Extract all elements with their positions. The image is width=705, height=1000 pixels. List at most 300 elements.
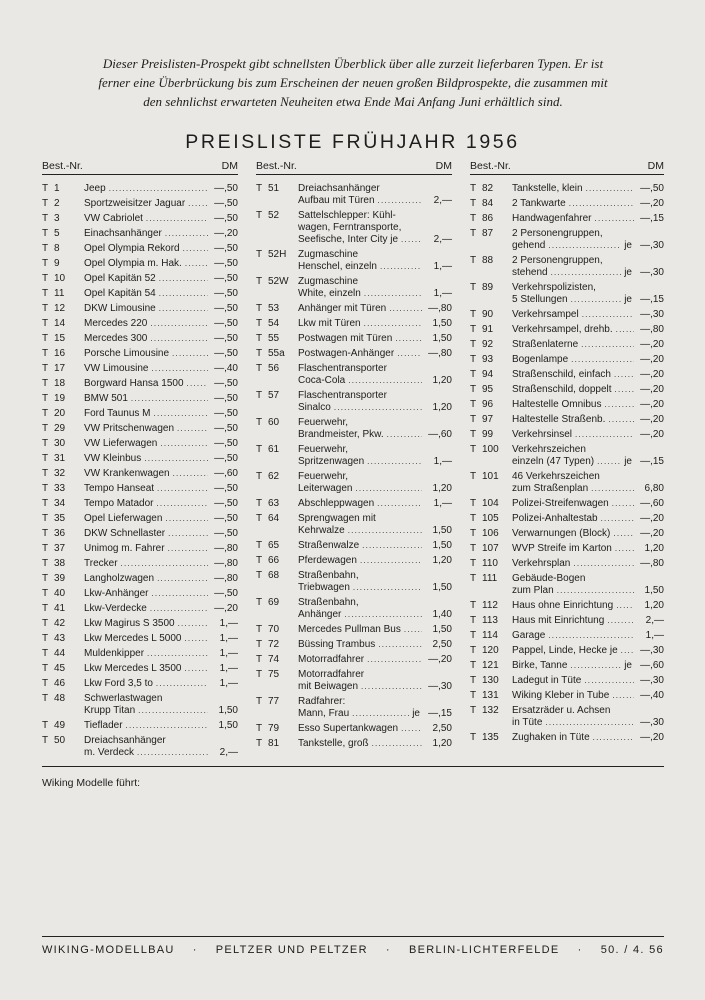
- leader-dots: [613, 600, 634, 612]
- leader-dots: [554, 585, 634, 597]
- item-description: [512, 630, 664, 642]
- price-row: [256, 348, 452, 360]
- price-row: [470, 498, 664, 510]
- item-text: White, einzeln: [298, 288, 361, 299]
- description-line: [512, 267, 664, 279]
- header-currency: DM: [647, 160, 664, 172]
- item-text: Haltestelle Straßenb.: [512, 414, 606, 425]
- item-description: [84, 258, 238, 270]
- leader-dots: [545, 630, 634, 642]
- item-description: [298, 540, 452, 552]
- price-row: [42, 648, 238, 660]
- description-line: [84, 693, 238, 705]
- order-prefix: T: [42, 558, 49, 569]
- description-line: [84, 258, 238, 270]
- description-line: [84, 228, 238, 240]
- price-row: [42, 468, 238, 480]
- description-line: [512, 690, 664, 702]
- item-text: Lkw mit Türen: [298, 318, 361, 329]
- item-text: Langholzwagen: [84, 573, 155, 584]
- description-line: [298, 402, 452, 414]
- description-line: [512, 198, 664, 210]
- leader-dots: [377, 261, 422, 273]
- order-digits: 64: [268, 513, 280, 524]
- item-text: Anhänger mit Türen: [298, 303, 387, 314]
- price-row: [470, 213, 664, 225]
- order-prefix: T: [470, 600, 477, 611]
- description-line: [512, 384, 664, 396]
- order-digits: 30: [54, 438, 66, 449]
- leader-dots: [181, 633, 208, 645]
- order-number: [42, 393, 65, 405]
- item-price: 1,—: [219, 633, 238, 644]
- leader-dots: [605, 414, 634, 426]
- column-header: [470, 159, 664, 175]
- price-row: [470, 399, 664, 411]
- order-prefix: T: [470, 183, 477, 194]
- order-digits: 38: [54, 558, 66, 569]
- item-text: Mercedes 220: [84, 318, 148, 329]
- leader-dots: [157, 438, 208, 450]
- order-number: [256, 696, 279, 708]
- item-price: —,30: [640, 645, 664, 656]
- order-prefix: T: [470, 354, 477, 365]
- leader-dots: [175, 618, 208, 630]
- item-text: Pferdewagen: [298, 555, 357, 566]
- order-number: [256, 276, 289, 288]
- description-line: [84, 588, 238, 600]
- leader-dots: [611, 369, 634, 381]
- order-digits: 63: [268, 498, 280, 509]
- order-prefix: T: [256, 471, 263, 482]
- item-price: 1,20: [644, 600, 664, 611]
- order-digits: 112: [482, 600, 498, 611]
- item-description: [84, 498, 238, 510]
- description-line: [84, 243, 238, 255]
- item-description: [84, 228, 238, 240]
- order-number: [470, 630, 498, 642]
- item-text: Trecker: [84, 558, 118, 569]
- item-text: Tempo Matador: [84, 498, 154, 509]
- item-text: Ersatzräder u. Achsen: [512, 705, 611, 716]
- item-description: [298, 498, 452, 510]
- item-description: [84, 678, 238, 690]
- order-digits: 48: [54, 693, 66, 704]
- description-line: [84, 720, 238, 732]
- description-line: [512, 183, 664, 195]
- order-digits: 81: [268, 738, 280, 749]
- order-number: [42, 258, 60, 270]
- leader-dots: [154, 573, 208, 585]
- order-number: [42, 378, 65, 390]
- description-line: [298, 639, 452, 651]
- leader-dots: [184, 378, 208, 390]
- order-prefix: T: [42, 258, 49, 269]
- order-number: [470, 309, 493, 321]
- leader-dots: [151, 408, 208, 420]
- order-digits: 5: [54, 228, 60, 239]
- leader-dots: [610, 528, 634, 540]
- price-row: [256, 723, 452, 735]
- item-text: Lkw Mercedes L 5000: [84, 633, 182, 644]
- price-row: [470, 369, 664, 381]
- header-currency: DM: [221, 160, 238, 172]
- leader-dots: [375, 195, 422, 207]
- item-text: Triebwagen: [298, 582, 350, 593]
- item-price: 1,50: [432, 540, 452, 551]
- leader-dots: [369, 738, 422, 750]
- item-text: Verkehrszeichen: [512, 444, 586, 455]
- leader-dots: [174, 423, 208, 435]
- order-prefix: T: [42, 198, 49, 209]
- order-number: [42, 183, 60, 195]
- order-digits: 70: [268, 624, 280, 635]
- price-row: [470, 228, 664, 252]
- order-digits: 87: [482, 228, 494, 239]
- order-number: [470, 498, 499, 510]
- order-prefix: T: [470, 675, 477, 686]
- order-prefix: T: [42, 513, 49, 524]
- order-digits: 39: [54, 573, 66, 584]
- description-line: [298, 183, 452, 195]
- item-text: Anhänger: [298, 609, 342, 620]
- price-row: [42, 720, 238, 732]
- order-prefix: T: [42, 528, 49, 539]
- item-price: —,40: [640, 690, 664, 701]
- item-price: —,30: [640, 267, 664, 278]
- price-row: [42, 693, 238, 717]
- order-digits: 49: [54, 720, 66, 731]
- leader-dots: [592, 213, 635, 225]
- leader-dots: [568, 354, 634, 366]
- item-text: Sattelschlepper: Kühl-: [298, 210, 396, 221]
- item-text: gehend: [512, 240, 546, 251]
- leader-dots: [165, 543, 208, 555]
- order-prefix: T: [42, 633, 49, 644]
- order-prefix: T: [256, 249, 263, 260]
- item-text: Dreiachsanhänger: [84, 735, 166, 746]
- leader-dots: [590, 732, 634, 744]
- order-digits: 82: [482, 183, 494, 194]
- item-description: [512, 414, 664, 426]
- item-text: WVP Streife im Karton: [512, 543, 612, 554]
- item-price: —,15: [640, 213, 664, 224]
- order-prefix: T: [42, 348, 49, 359]
- header-order-number: Best.-Nr.: [42, 160, 83, 172]
- item-description: [512, 198, 664, 210]
- item-price: —,80: [214, 543, 238, 554]
- price-list: [470, 183, 664, 744]
- item-price: 1,—: [433, 288, 452, 299]
- price-row: [256, 363, 452, 387]
- order-digits: 36: [54, 528, 66, 539]
- order-digits: 94: [482, 369, 494, 380]
- item-price: —,20: [640, 354, 664, 365]
- order-number: [470, 354, 493, 366]
- order-digits: 3: [54, 213, 60, 224]
- item-description: [84, 483, 238, 495]
- item-price: —,80: [640, 324, 664, 335]
- order-digits: 55: [268, 333, 280, 344]
- item-text: Feuerwehr,: [298, 471, 349, 482]
- order-digits: 93: [482, 354, 494, 365]
- order-digits: 37: [54, 543, 66, 554]
- item-description: [512, 690, 664, 702]
- price-row: [42, 303, 238, 315]
- description-line: [84, 273, 238, 285]
- order-number: [256, 390, 279, 402]
- item-price: 1,20: [432, 402, 452, 413]
- price-row: [42, 333, 238, 345]
- item-text: Bogenlampe: [512, 354, 569, 365]
- item-description: [298, 654, 452, 666]
- order-prefix: T: [470, 615, 477, 626]
- item-text: 5 Stellungen: [512, 294, 568, 305]
- order-digits: 51: [268, 183, 280, 194]
- price-row: [42, 438, 238, 450]
- leader-dots: [398, 723, 422, 735]
- order-prefix: T: [470, 309, 477, 320]
- item-description: [298, 624, 452, 636]
- item-price: —,50: [214, 318, 238, 329]
- item-price: —,20: [640, 369, 664, 380]
- item-description: [298, 669, 452, 693]
- order-number: [470, 675, 499, 687]
- price-row: [42, 513, 238, 525]
- order-number: [470, 573, 497, 585]
- item-text: Einachsanhänger: [84, 228, 162, 239]
- order-digits: 50: [54, 735, 66, 746]
- order-digits: 105: [482, 513, 499, 524]
- description-line: [298, 444, 452, 456]
- price-row: [256, 417, 452, 441]
- item-text: m. Verdeck: [84, 747, 135, 758]
- order-prefix: T: [42, 735, 49, 746]
- leader-dots: [570, 558, 634, 570]
- order-digits: 40: [54, 588, 66, 599]
- intro-text: [36, 54, 670, 111]
- item-price: —,20: [214, 603, 238, 614]
- price-row: [470, 573, 664, 597]
- item-description: [512, 615, 664, 627]
- order-prefix: T: [256, 639, 263, 650]
- order-digits: 29: [54, 423, 66, 434]
- order-digits: 10: [54, 273, 66, 284]
- order-prefix: T: [470, 399, 477, 410]
- item-price: —,50: [214, 303, 238, 314]
- header-order-number: Best.-Nr.: [470, 160, 511, 172]
- item-price: —,20: [640, 339, 664, 350]
- description-line: [298, 222, 452, 234]
- order-digits: 54: [268, 318, 280, 329]
- order-prefix: T: [256, 183, 263, 194]
- item-description: [298, 723, 452, 735]
- item-price: —,50: [214, 528, 238, 539]
- order-number: [256, 444, 279, 456]
- leader-dots: [350, 582, 422, 594]
- order-digits: 12: [54, 303, 66, 314]
- leader-dots: [361, 288, 422, 300]
- description-line: [298, 609, 452, 621]
- order-number: [42, 318, 65, 330]
- item-text: Büssing Trambus: [298, 639, 376, 650]
- description-line: [512, 732, 664, 744]
- item-text: BMW 501: [84, 393, 128, 404]
- order-number: [470, 282, 493, 294]
- description-line: [512, 483, 664, 495]
- order-prefix: T: [470, 690, 477, 701]
- order-prefix: T: [470, 528, 477, 539]
- description-line: [512, 573, 664, 585]
- description-line: [84, 648, 238, 660]
- item-description: [84, 693, 238, 717]
- item-description: [84, 183, 238, 195]
- leader-dots: [153, 498, 208, 510]
- order-digits: 99: [482, 429, 494, 440]
- order-prefix: T: [42, 498, 49, 509]
- order-prefix: T: [470, 732, 477, 743]
- item-price: 1,40: [432, 609, 452, 620]
- price-row: [256, 669, 452, 693]
- price-row: [470, 660, 664, 672]
- item-price: 1,—: [219, 648, 238, 659]
- price-row: [470, 645, 664, 657]
- item-price: —,15: [640, 294, 664, 305]
- order-prefix: T: [470, 543, 477, 554]
- price-row: [470, 513, 664, 525]
- order-number: [470, 543, 499, 555]
- order-digits: 110: [482, 558, 498, 569]
- leader-dots: [578, 339, 634, 351]
- item-price: —,30: [640, 309, 664, 320]
- order-prefix: T: [42, 318, 49, 329]
- item-price: —,50: [214, 333, 238, 344]
- order-prefix: T: [42, 273, 49, 284]
- footer-print-code: 50. / 4. 56: [600, 944, 664, 956]
- item-description: [298, 513, 452, 537]
- item-text: wagen, Ferntransporte,: [298, 222, 402, 233]
- item-description: [298, 738, 452, 750]
- order-number: [42, 453, 65, 465]
- item-description: [84, 603, 238, 615]
- description-line: [84, 603, 238, 615]
- item-text: Tankstelle, groß: [298, 738, 369, 749]
- order-prefix: T: [256, 498, 263, 509]
- item-description: [512, 528, 664, 540]
- item-description: [84, 468, 238, 480]
- leader-dots: [118, 558, 208, 570]
- order-digits: 8: [54, 243, 60, 254]
- item-price: —,20: [640, 198, 664, 209]
- description-line: [512, 213, 664, 225]
- price-row: [256, 210, 452, 246]
- leader-dots: [588, 483, 634, 495]
- price-row: [256, 471, 452, 495]
- description-line: [298, 624, 452, 636]
- order-digits: 86: [482, 213, 494, 224]
- leader-dots: [601, 399, 634, 411]
- price-row: [42, 633, 238, 645]
- price-row: [256, 390, 452, 414]
- leader-dots: [141, 453, 208, 465]
- item-text: Tankstelle, klein: [512, 183, 583, 194]
- leader-dots: [135, 705, 208, 717]
- price-unit: je: [624, 456, 632, 467]
- order-number: [470, 384, 493, 396]
- price-row: [42, 453, 238, 465]
- item-price: 1,50: [432, 525, 452, 536]
- price-row: [256, 555, 452, 567]
- price-row: [42, 618, 238, 630]
- item-text: Henschel, einzeln: [298, 261, 377, 272]
- order-prefix: T: [256, 555, 263, 566]
- item-price: 6,80: [644, 483, 664, 494]
- price-list: [42, 183, 238, 759]
- footer-company: WIKING-MODELLBAU: [42, 944, 175, 956]
- item-text: Opel Lieferwagen: [84, 513, 163, 524]
- order-prefix: T: [256, 669, 263, 680]
- item-description: [512, 660, 664, 672]
- item-price: 1,50: [218, 720, 238, 731]
- item-price: —,50: [214, 243, 238, 254]
- price-row: [42, 588, 238, 600]
- order-number: [256, 570, 279, 582]
- description-line: [512, 324, 664, 336]
- item-description: [298, 696, 452, 720]
- item-text: VW Krankenwagen: [84, 468, 170, 479]
- item-price: —,80: [428, 303, 452, 314]
- leader-dots: [123, 720, 208, 732]
- order-prefix: T: [42, 288, 49, 299]
- description-line: [512, 429, 664, 441]
- price-row: [256, 570, 452, 594]
- order-prefix: T: [42, 648, 49, 659]
- description-line: [298, 429, 452, 441]
- item-price: —,20: [640, 414, 664, 425]
- leader-dots: [394, 348, 422, 360]
- item-text: Lkw-Anhänger: [84, 588, 149, 599]
- item-description: [84, 213, 238, 225]
- order-number: [42, 408, 65, 420]
- description-line: [512, 444, 664, 456]
- leader-dots: [359, 540, 422, 552]
- description-line: [512, 675, 664, 687]
- description-line: [84, 513, 238, 525]
- item-text: Straßenschild, doppelt: [512, 384, 612, 395]
- item-price: —,30: [640, 675, 664, 686]
- price-row: [256, 513, 452, 537]
- item-text: Seefische, Inter City je: [298, 234, 399, 245]
- leader-dots: [401, 624, 422, 636]
- order-number: [42, 198, 60, 210]
- order-digits: 45: [54, 663, 66, 674]
- order-number: [470, 513, 499, 525]
- leader-dots: [185, 198, 208, 210]
- order-digits: 2: [54, 198, 60, 209]
- item-price: —,50: [214, 198, 238, 209]
- description-line: [84, 303, 238, 315]
- order-digits: 35: [54, 513, 66, 524]
- item-text: Verwarnungen (Block): [512, 528, 611, 539]
- item-price: —,60: [428, 429, 452, 440]
- item-text: Borgward Hansa 1500: [84, 378, 184, 389]
- item-text: Straßenwalze: [298, 540, 360, 551]
- description-line: [298, 681, 452, 693]
- item-description: [512, 675, 664, 687]
- description-line: [84, 348, 238, 360]
- item-description: [512, 324, 664, 336]
- item-description: [84, 453, 238, 465]
